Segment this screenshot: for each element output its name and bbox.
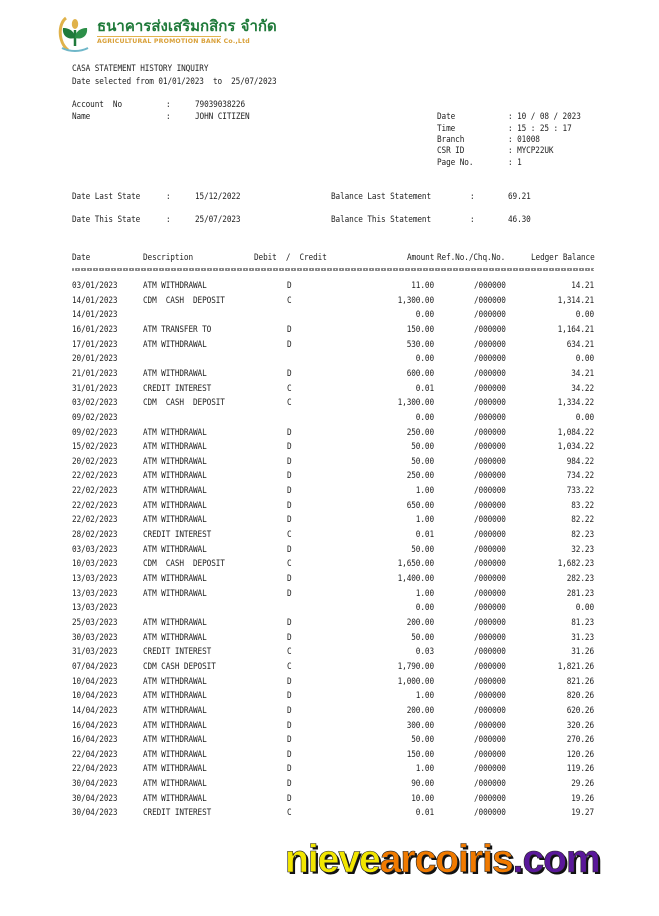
table-row [0,470,659,485]
plant-sprout-icon [56,14,92,54]
cell-description: ATM WITHDRAWAL [143,543,207,554]
balance-this-value: 46.30 [508,214,531,224]
cell-debit-credit: D [287,455,292,466]
table-row [0,309,659,324]
balance-last-label: Balance Last Statement [331,191,432,201]
table-row [0,324,659,339]
table-row [0,427,659,442]
cell-description: ATM WITHDRAWAL [143,280,207,290]
cell-date: 22/02/2023 [72,514,118,525]
cell-date: 15/02/2023 [72,441,118,452]
meta-csr-label: CSR ID [437,145,465,155]
cell-balance: 733.22 [566,485,594,496]
cell-date: 13/03/2023 [72,573,118,583]
cell-balance: 0.00 [575,411,594,422]
cell-balance: 19.26 [571,792,594,803]
account-no-value: 79039038226 [195,99,246,109]
table-row [0,646,659,661]
table-row [0,573,659,588]
cell-ref: /000000 [474,631,506,642]
cell-ref: /000000 [474,426,506,437]
table-row [0,676,659,691]
table-row [0,617,659,632]
cell-debit-credit: C [287,807,292,818]
cell-amount: 200.00 [406,616,434,627]
cell-date: 22/02/2023 [72,485,118,496]
cell-amount: 150.00 [406,748,434,759]
cell-ref: /000000 [474,792,506,803]
table-row [0,763,659,778]
cell-date: 22/04/2023 [72,748,118,759]
date-last-value: 15/12/2022 [195,191,241,201]
cell-debit-credit: D [287,675,292,686]
cell-amount: 150.00 [406,323,434,334]
cell-balance: 734.22 [566,470,594,481]
cell-amount: 1.00 [415,485,434,496]
cell-debit-credit: C [287,646,292,657]
cell-amount: 300.00 [406,719,434,730]
cell-description: ATM WITHDRAWAL [143,587,207,598]
cell-amount: 650.00 [406,499,434,510]
date-range: Date selected from 01/01/2023 to 25/07/2023 [72,76,277,86]
cell-debit-credit: D [287,719,292,730]
cell-ref: /000000 [474,616,506,627]
cell-balance: 1,821.26 [557,660,594,671]
cell-amount: 1,000.00 [397,675,434,686]
cell-date: 22/04/2023 [72,763,118,774]
cell-date: 16/04/2023 [72,734,118,745]
cell-balance: 1,314.21 [557,294,594,305]
bank-name-underline [97,36,221,37]
cell-balance: 81.23 [571,616,594,627]
table-row [0,456,659,471]
cell-amount: 0.00 [415,353,434,364]
balance-last-sep: : [470,191,475,201]
cell-debit-credit: D [287,426,292,437]
cell-description: ATM WITHDRAWAL [143,514,207,525]
table-row [0,793,659,808]
cell-description: CDM CASH DEPOSIT [143,397,225,408]
cell-description: ATM WITHDRAWAL [143,426,207,437]
table-row [0,514,659,529]
cell-description: ATM WITHDRAWAL [143,704,207,715]
meta-csr-value: : MYCP22UK [508,145,554,155]
table-row [0,807,659,822]
cell-date: 22/02/2023 [72,470,118,481]
table-row [0,397,659,412]
table-row [0,368,659,383]
table-row [0,500,659,515]
cell-date: 03/03/2023 [72,543,118,554]
cell-description: ATM WITHDRAWAL [143,338,207,349]
cell-balance: 19.27 [571,807,594,818]
cell-debit-credit: D [287,587,292,598]
cell-description: CDM CASH DEPOSIT [143,294,225,305]
cell-debit-credit: D [287,514,292,525]
cell-ref: /000000 [474,719,506,730]
table-row [0,778,659,793]
cell-amount: 1,650.00 [397,558,434,569]
cell-debit-credit: D [287,367,292,378]
balance-this-label: Balance This Statement [331,214,432,224]
cell-ref: /000000 [474,441,506,452]
cell-amount: 1,790.00 [397,660,434,671]
cell-description: ATM WITHDRAWAL [143,573,207,583]
watermark [285,838,600,882]
cell-amount: 50.00 [411,734,434,745]
table-row [0,544,659,559]
cell-date: 30/04/2023 [72,807,118,818]
meta-date-value: : 10 / 08 / 2023 [508,111,581,121]
cell-date: 16/04/2023 [72,719,118,730]
cell-ref: /000000 [474,690,506,701]
account-no-label: Account No [72,99,123,109]
table-row [0,632,659,647]
col-header-balance: Ledger Balance [531,252,595,262]
cell-date: 07/04/2023 [72,660,118,671]
cell-balance: 0.00 [575,602,594,613]
table-row [0,720,659,735]
cell-amount: 250.00 [406,426,434,437]
watermark-part-2: arcoiris [379,838,513,881]
bank-name-english: AGRICULTURAL PROMOTION BANK Co.,Ltd [97,38,250,45]
col-header-ref: Ref.No./Chq.No. [437,252,506,262]
cell-debit-credit: D [287,280,292,290]
cell-date: 30/04/2023 [72,792,118,803]
cell-amount: 0.00 [415,602,434,613]
cell-description: CDM CASH DEPOSIT [143,558,225,569]
cell-debit-credit: D [287,441,292,452]
cell-description: CREDIT INTEREST [143,382,212,393]
cell-ref: /000000 [474,499,506,510]
cell-balance: 634.21 [566,338,594,349]
table-row [0,280,659,295]
cell-description: ATM WITHDRAWAL [143,616,207,627]
cell-amount: 1.00 [415,514,434,525]
cell-ref: /000000 [474,573,506,583]
cell-date: 14/01/2023 [72,294,118,305]
table-row [0,485,659,500]
cell-date: 03/01/2023 [72,280,118,290]
cell-ref: /000000 [474,367,506,378]
cell-debit-credit: D [287,748,292,759]
cell-balance: 119.26 [566,763,594,774]
cell-date: 31/03/2023 [72,646,118,657]
cell-balance: 1,034.22 [557,441,594,452]
meta-date-label: Date [437,111,456,121]
cell-amount: 0.01 [415,807,434,818]
cell-amount: 0.01 [415,382,434,393]
table-row [0,558,659,573]
cell-balance: 1,682.23 [557,558,594,569]
date-last-label: Date Last State [72,191,141,201]
cell-balance: 32.23 [571,543,594,554]
cell-description: ATM WITHDRAWAL [143,690,207,701]
cell-description: ATM WITHDRAWAL [143,792,207,803]
cell-balance: 34.21 [571,367,594,378]
cell-description: ATM WITHDRAWAL [143,499,207,510]
cell-debit-credit: D [287,616,292,627]
cell-ref: /000000 [474,514,506,525]
cell-balance: 820.26 [566,690,594,701]
cell-date: 17/01/2023 [72,338,118,349]
cell-date: 10/04/2023 [72,675,118,686]
cell-ref: /000000 [474,280,506,290]
cell-date: 14/01/2023 [72,309,118,320]
cell-description: ATM WITHDRAWAL [143,778,207,789]
cell-date: 16/01/2023 [72,323,118,334]
cell-balance: 821.26 [566,675,594,686]
cell-debit-credit: C [287,397,292,408]
table-row [0,339,659,354]
meta-time-label: Time [437,123,456,133]
cell-description: ATM WITHDRAWAL [143,455,207,466]
cell-amount: 90.00 [411,778,434,789]
cell-amount: 1.00 [415,587,434,598]
cell-date: 30/04/2023 [72,778,118,789]
cell-date: 20/02/2023 [72,455,118,466]
cell-debit-credit: D [287,704,292,715]
cell-debit-credit: D [287,690,292,701]
cell-debit-credit: C [287,382,292,393]
cell-ref: /000000 [474,455,506,466]
meta-page-label: Page No. [437,157,474,167]
cell-balance: 984.22 [566,455,594,466]
table-row [0,353,659,368]
date-last-sep: : [166,191,171,201]
cell-description: CDM CASH DEPOSIT [143,660,216,671]
cell-ref: /000000 [474,294,506,305]
cell-description: ATM WITHDRAWAL [143,485,207,496]
cell-date: 14/04/2023 [72,704,118,715]
cell-balance: 0.00 [575,309,594,320]
name-label: Name [72,111,91,121]
cell-description: CREDIT INTEREST [143,646,212,657]
cell-balance: 620.26 [566,704,594,715]
cell-description: ATM WITHDRAWAL [143,470,207,481]
cell-description: CREDIT INTEREST [143,807,212,818]
header-divider [72,268,594,271]
cell-amount: 11.00 [411,280,434,290]
cell-balance: 1,164.21 [557,323,594,334]
cell-ref: /000000 [474,397,506,408]
cell-ref: /000000 [474,778,506,789]
table-row [0,412,659,427]
cell-balance: 1,084.22 [557,426,594,437]
cell-amount: 50.00 [411,631,434,642]
name-sep: : [166,111,171,121]
cell-balance: 0.00 [575,353,594,364]
cell-amount: 50.00 [411,455,434,466]
cell-balance: 29.26 [571,778,594,789]
cell-ref: /000000 [474,807,506,818]
cell-amount: 1.00 [415,763,434,774]
cell-date: 30/03/2023 [72,631,118,642]
cell-balance: 82.23 [571,529,594,540]
cell-balance: 120.26 [566,748,594,759]
cell-date: 21/01/2023 [72,367,118,378]
col-header-debit-credit: Debit / Credit [254,252,327,262]
cell-date: 20/01/2023 [72,353,118,364]
cell-balance: 270.26 [566,734,594,745]
cell-ref: /000000 [474,660,506,671]
table-row [0,705,659,720]
report-title: CASA STATEMENT HISTORY INQUIRY [72,63,209,73]
cell-ref: /000000 [474,646,506,657]
cell-ref: /000000 [474,704,506,715]
cell-debit-credit: D [287,792,292,803]
cell-date: 22/02/2023 [72,499,118,510]
cell-amount: 0.03 [415,646,434,657]
cell-ref: /000000 [474,470,506,481]
cell-debit-credit: D [287,763,292,774]
cell-amount: 10.00 [411,792,434,803]
cell-amount: 1,300.00 [397,397,434,408]
cell-date: 03/02/2023 [72,397,118,408]
account-no-sep: : [166,99,171,109]
cell-ref: /000000 [474,763,506,774]
cell-ref: /000000 [474,543,506,554]
cell-description: ATM WITHDRAWAL [143,675,207,686]
cell-amount: 200.00 [406,704,434,715]
col-header-description: Description [143,252,194,262]
cell-debit-credit: C [287,660,292,671]
cell-debit-credit: D [287,573,292,583]
meta-page-value: : 1 [508,157,522,167]
cell-balance: 82.22 [571,514,594,525]
cell-ref: /000000 [474,411,506,422]
table-row [0,441,659,456]
cell-balance: 34.22 [571,382,594,393]
table-row [0,383,659,398]
cell-balance: 281.23 [566,587,594,598]
cell-balance: 320.26 [566,719,594,730]
cell-description: CREDIT INTEREST [143,529,212,540]
date-this-sep: : [166,214,171,224]
cell-debit-credit: D [287,778,292,789]
table-row [0,749,659,764]
cell-ref: /000000 [474,734,506,745]
table-row [0,602,659,617]
watermark-part-3: .com [512,838,600,881]
cell-date: 09/02/2023 [72,411,118,422]
date-this-value: 25/07/2023 [195,214,241,224]
cell-amount: 1,400.00 [397,573,434,583]
meta-branch-label: Branch [437,134,465,144]
cell-ref: /000000 [474,529,506,540]
cell-debit-credit: D [287,323,292,334]
cell-debit-credit: D [287,631,292,642]
cell-date: 13/03/2023 [72,602,118,613]
name-value: JOHN CITIZEN [195,111,250,121]
cell-amount: 250.00 [406,470,434,481]
cell-amount: 0.00 [415,411,434,422]
table-row [0,295,659,310]
cell-debit-credit: D [287,499,292,510]
col-header-amount: Amount [407,252,435,262]
cell-debit-credit: D [287,470,292,481]
cell-amount: 0.01 [415,529,434,540]
cell-ref: /000000 [474,748,506,759]
cell-ref: /000000 [474,309,506,320]
cell-description: ATM TRANSFER TO [143,323,212,334]
watermark-part-1: nieve [285,838,380,881]
cell-ref: /000000 [474,353,506,364]
balance-last-value: 69.21 [508,191,531,201]
cell-amount: 530.00 [406,338,434,349]
cell-date: 09/02/2023 [72,426,118,437]
cell-debit-credit: C [287,529,292,540]
cell-balance: 31.23 [571,631,594,642]
cell-balance: 31.26 [571,646,594,657]
cell-description: ATM WITHDRAWAL [143,748,207,759]
cell-ref: /000000 [474,587,506,598]
cell-amount: 50.00 [411,543,434,554]
cell-date: 25/03/2023 [72,616,118,627]
cell-date: 10/04/2023 [72,690,118,701]
date-this-label: Date This State [72,214,141,224]
cell-date: 10/03/2023 [72,558,118,569]
cell-ref: /000000 [474,602,506,613]
bank-logo [56,14,92,54]
cell-balance: 83.22 [571,499,594,510]
cell-ref: /000000 [474,485,506,496]
cell-balance: 14.21 [571,280,594,290]
cell-ref: /000000 [474,323,506,334]
table-row [0,690,659,705]
cell-amount: 1.00 [415,690,434,701]
cell-ref: /000000 [474,338,506,349]
cell-amount: 50.00 [411,441,434,452]
cell-amount: 600.00 [406,367,434,378]
cell-debit-credit: D [287,485,292,496]
meta-time-value: : 15 : 25 : 17 [508,123,572,133]
table-row [0,588,659,603]
cell-date: 28/02/2023 [72,529,118,540]
cell-date: 13/03/2023 [72,587,118,598]
cell-balance: 1,334.22 [557,397,594,408]
table-row [0,734,659,749]
table-row [0,661,659,676]
cell-description: ATM WITHDRAWAL [143,763,207,774]
cell-debit-credit: D [287,338,292,349]
cell-debit-credit: D [287,543,292,554]
cell-amount: 1,300.00 [397,294,434,305]
cell-description: ATM WITHDRAWAL [143,734,207,745]
cell-ref: /000000 [474,382,506,393]
cell-description: ATM WITHDRAWAL [143,631,207,642]
cell-balance: 282.23 [566,573,594,583]
cell-amount: 0.00 [415,309,434,320]
cell-description: ATM WITHDRAWAL [143,719,207,730]
cell-date: 31/01/2023 [72,382,118,393]
cell-ref: /000000 [474,675,506,686]
meta-branch-value: : 01008 [508,134,540,144]
balance-this-sep: : [470,214,475,224]
cell-ref: /000000 [474,558,506,569]
col-header-date: Date [72,252,91,262]
cell-debit-credit: D [287,734,292,745]
bank-name-thai: ธนาคารส่งเสริมกสิกร จำกัด [97,17,277,35]
cell-description: ATM WITHDRAWAL [143,441,207,452]
cell-description: ATM WITHDRAWAL [143,367,207,378]
cell-debit-credit: C [287,558,292,569]
table-row [0,529,659,544]
cell-debit-credit: C [287,294,292,305]
